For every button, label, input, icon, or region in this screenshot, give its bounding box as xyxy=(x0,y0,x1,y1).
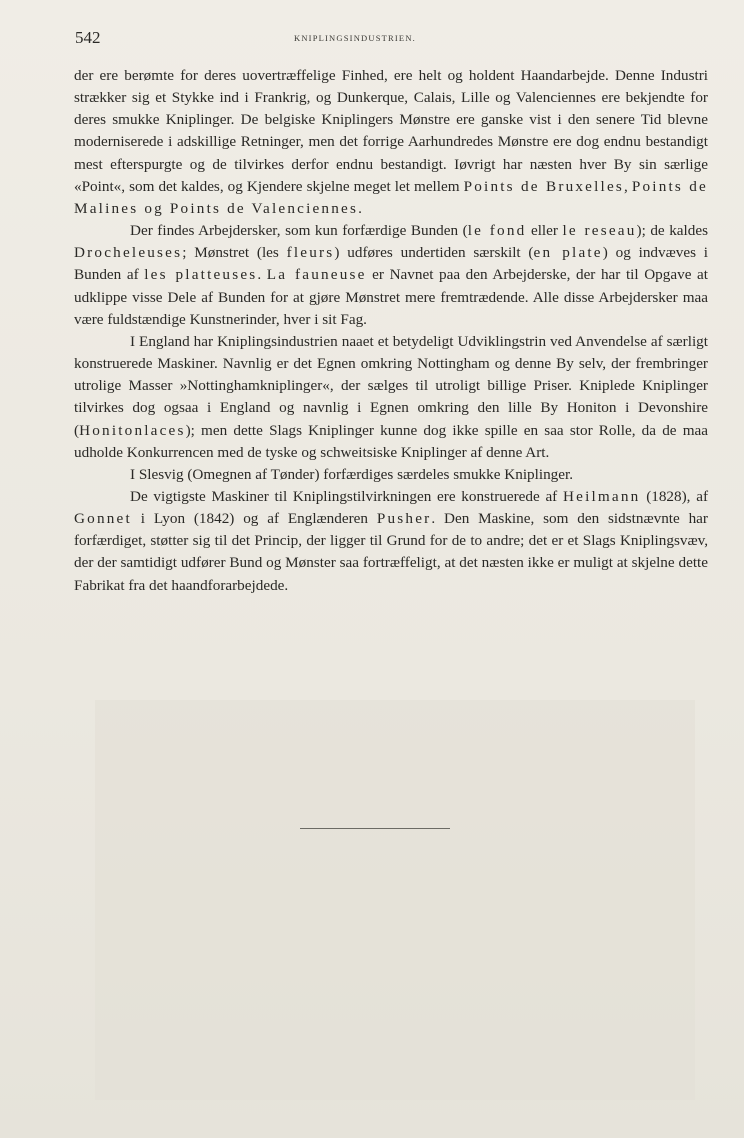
text-span: I England har Kniplingsindustrien naaet et betydeligt Udviklingstrin ved Anvendelse af særligt konstruerede Maskiner. Navnlig er det Egnen omkring Nottingham og denne By selv, der frembringer utrolige Masser »Nottinghamkniplinger«, der sælges til utroligt billige Priser. Kniplede Kniplinger tilvirkes dog ogsaa i England og navnlig i Egnen omkring den lille By Honiton i Devonshire ( xyxy=(74,332,708,439)
spaced-term: fleurs xyxy=(286,244,335,262)
text-span: , xyxy=(624,177,632,195)
text-span: (1828), af xyxy=(640,487,708,505)
text-span: er Navnet paa den Arbejderske, der har til Opgave at udklippe visse Dele af Bunden for at gjøre Mønstret mere fremtrædende. Alle disse Arbejdersker maa være fuldstændige Kunstnerinder, hver i sit Fag. xyxy=(74,266,708,328)
spaced-term: en plate xyxy=(533,244,603,262)
paragraph-2 xyxy=(74,220,708,331)
spaced-term: La fauneuse xyxy=(266,266,367,284)
text-span: ; Mønstret (les xyxy=(182,244,287,262)
spaced-term: Points de xyxy=(631,177,708,195)
text-span: . Den Maskine, som den sidstnævnte har forfærdiget, støtter sig til det Princip, der ligger til Grund for de to andre; det er et Slags Kniplingsvæv, der der samtidigt udfører Bund og Mønster saa fortræffeligt, at det næsten ikke er muligt at skjelne dette Fabrikat fra det haandforarbejdede. xyxy=(74,510,708,594)
spaced-term: Malines og Points de Valenciennes xyxy=(74,199,359,217)
body-text xyxy=(74,65,708,597)
page-header xyxy=(75,28,635,48)
spaced-term: Points de Bruxelles xyxy=(463,177,624,195)
paragraph-1 xyxy=(74,65,708,220)
text-span: ); men dette Slags Kniplinger kunne dog ikke spille en saa stor Rolle, da de maa udholde Konkurrencen med de tyske og schweitsiske Kniplinger af denne Art. xyxy=(74,421,708,461)
spaced-term: Heilmann xyxy=(562,487,641,505)
page-number: 542 xyxy=(75,28,101,47)
text-span: Der findes Arbejdersker, som kun forfærdige Bunden ( xyxy=(130,222,468,240)
spaced-term: Gonnet xyxy=(74,510,132,528)
text-span: eller xyxy=(526,222,563,240)
spaced-term: Pusher xyxy=(376,510,432,528)
text-span: . xyxy=(257,266,267,284)
text-span: der ere berømte for deres uovertræffelige Finhed, ere helt og holdent Haandarbejde. Denne Industri strækker sig et Stykke ind i Frankrig, og Dunkerque, Calais, Lille og Valenciennes ere bekjendte for deres smukke Kniplinger. De belgiske Kniplingers Mønstre ere ganske vist i den senere Tid blevne moderniserede i adskillige Retninger, men det forrige Aarhundredes Mønstre ere dog endnu bestandigt mest efterspurgte og de tilvirkes derfor endnu bestandigt. Iøvrigt har næsten hver By sin særlige «Point«, som det kaldes, og Kjendere skjelne meget let mellem xyxy=(74,67,708,195)
paragraph-5 xyxy=(74,486,708,597)
text-span: ); de kaldes xyxy=(636,222,708,240)
section-divider xyxy=(300,828,450,829)
paragraph-3 xyxy=(74,331,708,464)
paragraph-4: I Slesvig (Omegnen af Tønder) forfærdiges særdeles smukke Kniplinger. xyxy=(130,465,574,483)
text-span: . xyxy=(358,199,362,217)
spaced-term: le fond xyxy=(467,222,527,240)
text-span: De vigtigste Maskiner til Kniplingstilvirkningen ere konstruerede af xyxy=(130,487,563,505)
spaced-term: le reseau xyxy=(562,222,637,240)
text-span: ) og indvæves i Bunden af xyxy=(74,244,709,284)
text-span: ) udføres undertiden særskilt ( xyxy=(334,244,534,262)
spaced-term: Drocheleuses xyxy=(74,244,183,262)
spaced-term: les platteuses xyxy=(144,266,258,284)
spaced-term: Honitonlaces xyxy=(79,421,186,439)
background-shading xyxy=(95,700,695,1100)
text-span: i Lyon (1842) og af Englænderen xyxy=(131,510,377,528)
running-title: KNIPLINGSINDUSTRIEN. xyxy=(294,33,416,43)
